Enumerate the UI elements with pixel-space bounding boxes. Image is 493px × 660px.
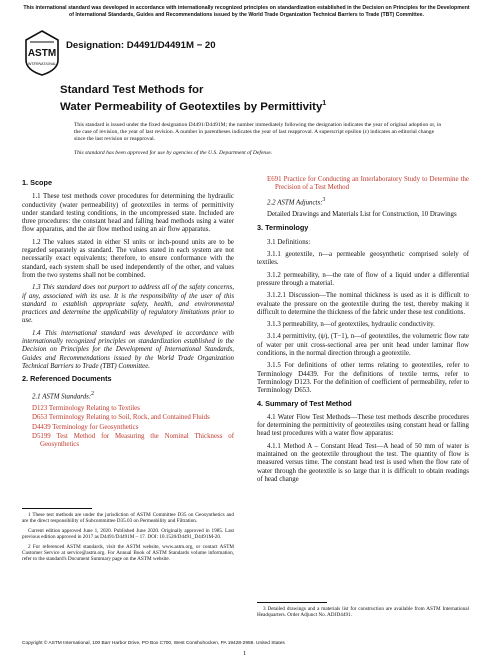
- footnotes-right: [257, 606, 469, 622]
- paragraph-3-1-4: 3.1.4 permittivity, (ψ), (T−1), n—of geotextiles, the volumetric flow rate of water per unit cross-sectional area per unit head under laminar flow conditions, in the normal direction through a geotextile.: [257, 333, 469, 358]
- paragraph-3-1-2: 3.1.2 permeability, n—the rate of flow of a liquid under a differential pressure through a material.: [257, 271, 469, 287]
- paragraph-4-1: 4.1 Water Flow Test Methods—These test methods describe procedures for determining the permittivity of geotextiles using constant head or falling head test procedures with a water flow apparatus:: [257, 413, 469, 438]
- reference-d123[interactable]: D123 Terminology Relating to Textiles: [32, 405, 140, 413]
- astm-logo-icon: [24, 30, 60, 76]
- reference-e691[interactable]: E691 Practice for Conducting an Interlaboratory Study to Determine the Precision of a Test Method: [267, 176, 469, 192]
- paragraph-3-1-3: 3.1.3 permeability, n—of geotextiles, hydraulic conductivity.: [267, 321, 435, 329]
- footnote-rule-left: [22, 508, 92, 509]
- title-line-2: Water Permeability of Geotextiles by Permittivity$^1$: [60, 100, 327, 113]
- document-title: [60, 84, 440, 114]
- international-standard-note: This international standard was developed in accordance with internationally recognized principles on standardization established in the Decision on Principles for the Development of International Standards, Guides and Recommendations issued by the World Trade Organization Technical Barriers to Trade (TBT) Committee.: [23, 5, 470, 18]
- paragraph-1-4: 1.4 This international standard was developed in accordance with internationally recognized principles on standardization established in the Decision on Principles for the Development of International Standards, Guides and Recommendations issued by the World Trade Organization Technical Barriers to Trade (TBT) Committee.: [22, 329, 234, 370]
- footnote-1: 1 These test methods are under the jurisdiction of ASTM Committee D35 on Geosynthetics and are the direct responsibility of Subcommittee D35.03 on Permeability and Filtration.: [22, 512, 234, 525]
- svg-text:INTERNATIONAL: INTERNATIONAL: [27, 62, 57, 66]
- reference-d5199[interactable]: D5199 Test Method for Measuring the Nominal Thickness of Geosynthetics: [32, 433, 234, 449]
- adjunct-item: Detailed Drawings and Materials List for Construction, 10 Drawings: [267, 211, 457, 219]
- footnote-3: 3 Detailed drawings and a materials list for construction are available from ASTM International Headquarters. Order Adjunct No. ADJD4491.: [257, 606, 469, 619]
- footnote-rule-right: [257, 602, 327, 603]
- section-heading-scope: 1. Scope: [22, 178, 53, 187]
- paragraph-3-1-5: 3.1.5 For definitions of other terms relating to geotextiles, refer to Terminology D4439. For the definitions of textile terms, refer to Terminology D123. For the definition of coefficient of permeability, refer to Terminology D653.: [257, 362, 469, 395]
- paragraph-2-1: 2.1 ASTM Standards:$^2$: [32, 390, 95, 400]
- dod-approval-note: This standard has been approved for use by agencies of the U.S. Department of Defense.: [74, 150, 273, 156]
- reference-d4439[interactable]: D4439 Terminology for Geosynthetics: [32, 423, 139, 431]
- paragraph-3-1-2-1: 3.1.2.1 Discussion—The nominal thickness is used as it is difficult to evaluate the pressure on the geotextile during the test, thereby making it difficult to determine the thickness of the fabric under these test conditions.: [257, 292, 469, 316]
- issuance-note: This standard is issued under the fixed designation D4491/D4491M; the number immediately following the designation indicates the year of original adoption or, in the case of revision, the year of last revision. A number in parentheses indicates the year of last reapproval. A superscript epsilon (ε) indicates an editorial change since the last revision or reapproval.: [74, 122, 442, 143]
- footnote-1-edition: Current edition approved June 1, 2020. Published June 2020. Originally approved in 1985. Last previous edition approved in 2017 as D4491/D4491M – 17. DOI: 10.1520/D4491_D4491M-20.: [22, 527, 234, 541]
- paragraph-4-1-1: 4.1.1 Method A – Constant Head Test—A head of 50 mm of water is maintained on the geotextile throughout the test. The quantity of flow is measured versus time. The constant head test is used when the flow rate of water through the geotextile is so large that it is difficult to obtain readings of head change: [257, 442, 469, 483]
- paragraph-3-1-1: 3.1.1 geotextile, n—a permeable geosynthetic comprised solely of textiles.: [257, 251, 469, 267]
- paragraph-2-2: 2.2 ASTM Adjuncts:$^3$: [267, 196, 326, 206]
- section-heading-referenced-documents: 2. Referenced Documents: [22, 374, 112, 384]
- paragraph-1-1: 1.1 These test methods cover procedures for determining the hydraulic conductivity (water permeability) of geotextiles in terms of permittivity under standard testing conditions, in the uncompressed state. Included are three procedures: the constant head and falling head methods using a water flow apparatus, and the air flow method using an air flow apparatus.: [22, 193, 234, 234]
- paragraph-1-2: 1.2 The values stated in either SI units or inch-pound units are to be regarded separately as standard. The values stated in each system are not necessarily exact equivalents; therefore, to ensure conformance with the standard, each system shall be used independently of the other, and values from the two systems shall not be combined.: [22, 238, 234, 279]
- footnote-2: 2 For referenced ASTM standards, visit the ASTM website, www.astm.org, or contact ASTM Customer Service at service@astm.org. For Annual Book of ASTM Standards volume information, refer to the standard's Document Summary page on the ASTM website.: [22, 543, 234, 563]
- title-line-1: Standard Test Methods for: [60, 84, 204, 96]
- section-heading-summary: 4. Summary of Test Method: [257, 398, 352, 408]
- title-footnote-mark: 1: [322, 100, 327, 107]
- copyright-line: Copyright © ASTM International, 100 Barr Harbor Drive, PO Box C700, West Conshohocken, PA 19428-2959. United States: [22, 641, 285, 646]
- right-column: [257, 176, 469, 488]
- svg-text:ASTM: ASTM: [27, 48, 57, 59]
- designation: Designation: D4491/D4491M − 20: [66, 40, 216, 51]
- page-number: 1: [243, 650, 247, 657]
- reference-d653[interactable]: D653 Terminology Relating to Soil, Rock, and Contained Fluids: [32, 414, 210, 422]
- paragraph-1-3: 1.3 This standard does not purport to address all of the safety concerns, if any, associated with its use. It is the responsibility of the user of this standard to establish appropriate safety, health, and environmental practices and determine the applicability of regulatory limitations prior to use.: [22, 284, 234, 325]
- section-heading-terminology: 3. Terminology: [257, 223, 309, 233]
- paragraph-3-1: 3.1 Definitions:: [267, 238, 311, 246]
- footnotes-left: [22, 512, 234, 566]
- left-column: [22, 176, 234, 451]
